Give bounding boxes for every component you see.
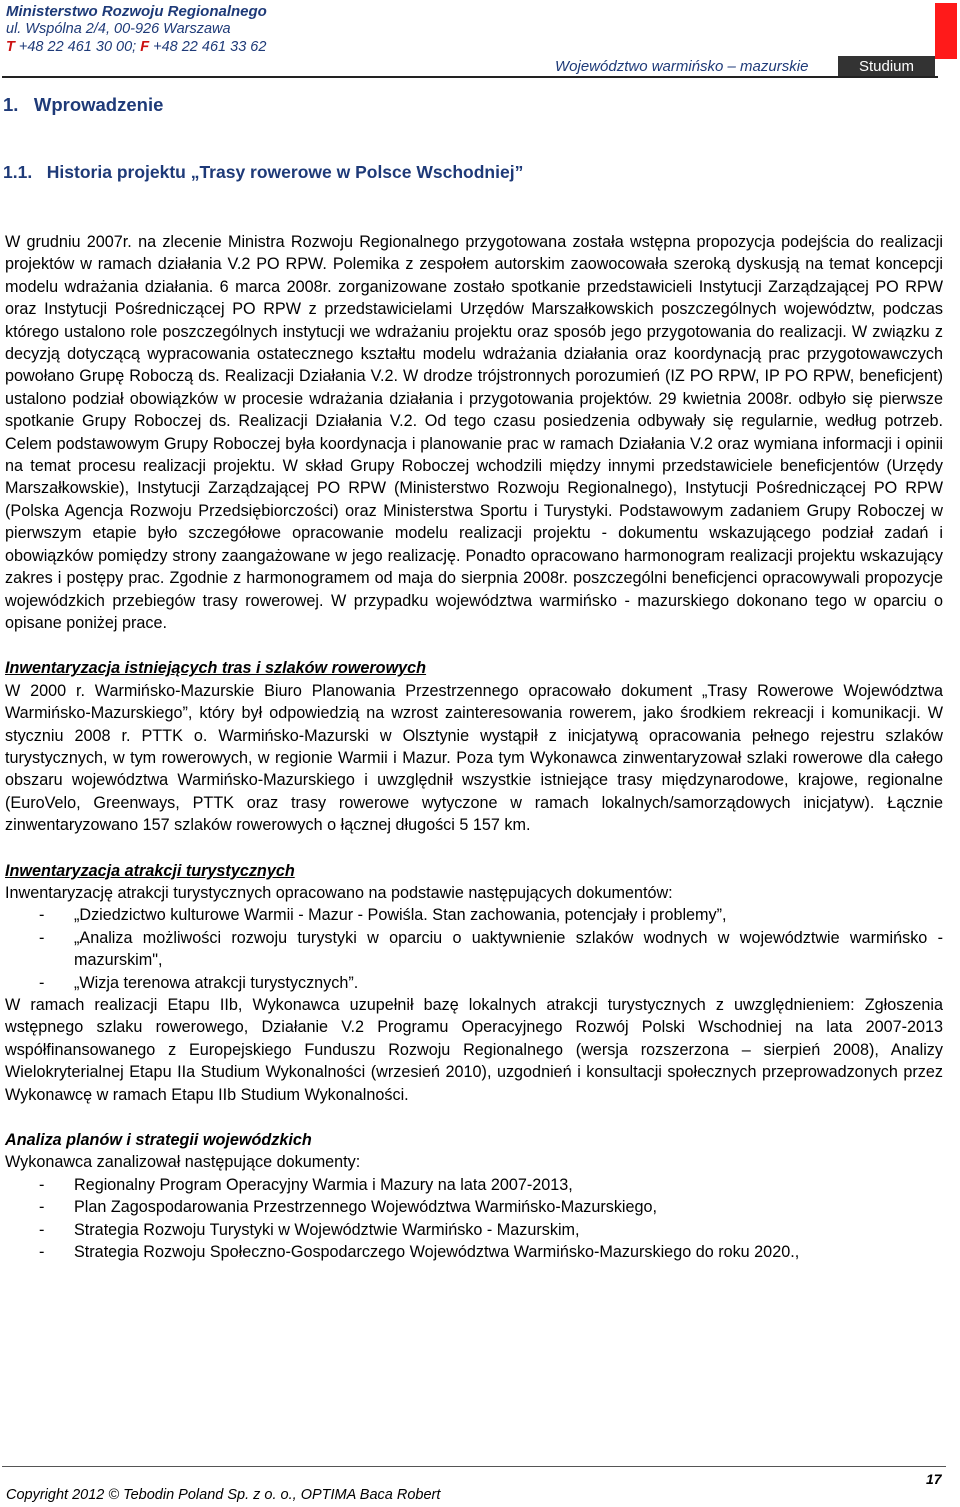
organization-phone [6, 39, 266, 55]
footer-divider [2, 1466, 946, 1467]
inventory-attractions-heading: Inwentaryzacja atrakcji turystycznych [5, 861, 295, 880]
section-heading [3, 94, 163, 116]
section-title: Wprowadzenie [33, 94, 164, 115]
subsection-title: Historia projektu „Trasy rowerowe w Polsce Wschodniej” [46, 162, 524, 182]
plans-document-list [5, 1174, 943, 1264]
list-item: - „Wizja terenowa atrakcji turystycznych”. [5, 972, 943, 994]
header-divider [2, 76, 938, 78]
attractions-source-list [5, 904, 943, 994]
inventory-attractions-paragraph: W ramach realizacji Etapu IIb, Wykonawca uzupełnił bazę lokalnych atrakcji turystycznych z uwzględnieniem: Zgłoszenia wstępnego szlaku rowerowego, Działanie V.2 Programu Operacyjnego Rozwój Polski Wschodniej na lata 2007-2013 współfinansowanego z Europejskiego Funduszu Rozwoju Regionalnego (wersja rozszerzona – sierpień 2008), Analizy Wielokryterialnej Etapu IIa Studium Wykonalności (wrzesień 2010), uzgodnień i konsultacji społecznych przeprowadzonych przez Wykonawcę w ramach Etapu IIb Studium Wykonalności. [5, 996, 943, 1104]
plans-heading: Analiza planów i strategii wojewódzkich [5, 1131, 312, 1150]
list-item: - Plan Zagospodarowania Przestrzennego Województwa Warmińsko-Mazurskiego, [5, 1196, 943, 1218]
body-text [5, 231, 943, 1263]
list-item: - „Analiza możliwości rozwoju turystyki w oparciu o uaktywnienie szlaków wodnych w województwie warmińsko - mazurskim", [5, 927, 943, 972]
phone-prefix: T [6, 39, 15, 55]
region-label: Województwo warmińsko – mazurskie [555, 58, 809, 75]
page-number: 17 [926, 1471, 942, 1487]
list-item: - „Dziedzictwo kulturowe Warmii - Mazur - Powiśla. Stan zachowania, potencjały i problemy”, [5, 904, 943, 926]
inventory-attractions-intro: Inwentaryzację atrakcji turystycznych opracowano na podstawie następujących dokumentów: [5, 883, 673, 902]
inventory-routes-paragraph: W 2000 r. Warmińsko-Mazurskie Biuro Planowania Przestrzennego opracowało dokument „Trasy Rowerowe Województwa Warmińsko-Mazurskiego”, który był odpowiedzią na wzrost zainteresowania rowerem, jako środkiem rekreacji i komunikacji. W styczniu 2008 r. PTTK o. Warmińsko-Mazurski w Olsztynie wystąpił z inicjatywą opracowania pełnego rejestru szlaków turystycznych, w tym rowerowych, w regionie Warmii i Mazur. Poza tym Wykonawca zinwentaryzował szlaki rowerowe dla całego obszaru województwa Warmińsko-Mazurskiego i uwzględnił wszystkie istniejące trasy międzynarodowe, krajowe, regionalne (EuroVelo, Greenways, PTTK oraz trasy rowerowe wytyczone w ramach lokalnych/samorządowych inicjatyw). Łącznie zinwentaryzowano 157 szlaków rowerowych o łącznej długości 5 157 km. [5, 681, 943, 835]
fax-prefix: F [140, 39, 150, 55]
phone-number: +48 22 461 30 00; [14, 39, 141, 55]
section-number: 1. [3, 94, 19, 115]
list-item: - Strategia Rozwoju Społeczno-Gospodarczego Województwa Warmińsko-Mazurskiego do roku 2020., [5, 1241, 943, 1263]
inventory-routes-heading: Inwentaryzacja istniejących tras i szlaków rowerowych [5, 659, 427, 678]
list-item: - Strategia Rozwoju Turystyki w Województwie Warmińsko - Mazurskim, [5, 1219, 943, 1241]
history-paragraph: W grudniu 2007r. na zlecenie Ministra Rozwoju Regionalnego przygotowana została wstępna propozycja podejścia do realizacji projektów w ramach działania V.2 PO RPW. Polemika z zespołem autorskim zaowocowała szeroką dyskusją na temat koncepcji modelu wdrażania działania. 6 marca 2008r. zorganizowane zostało spotkanie przedstawicieli Instytucji Zarządzającej PO RPW oraz Instytucji Pośredniczącej PO RPW z przedstawicielami Urzędów Marszałkowskich poszczególnych województw, podczas którego ustalono role poszczególnych instytucji we wdrażaniu projektu oraz sposób jego przygotowania do realizacji. W związku z decyzją dotyczącą wypracowania ostatecznego kształtu modelu wdrażania działania oraz koordynacją prac przygotowawczych powołano Grupę Roboczą ds. Realizacji Działania V.2. W drodze trójstronnych porozumień (IZ PO RPW, IP PO RPW, beneficjent) ustalono podział obowiązków w procesie wdrażania działania i przygotowania projektów. 29 kwietnia 2008r. odbyło się pierwsze spotkanie Grupy Roboczej ds. Realizacji Działania V.2. Od tego czasu posiedzenia odbywały się regularnie, według potrzeb. Celem podstawowym Grupy Roboczej była koordynacja i planowanie prac w ramach Działania V.2 oraz wymiana informacji i opinii na temat procesu realizacji projektu. W skład Grupy Roboczej wchodzili między innymi przedstawiciele beneficjentów (Urzędy Marszałkowskie), Instytucji Zarządzającej PO RPW (Ministerstwo Rozwoju Regionalnego), Instytucji Pośredniczącej PO RPW (Polska Agencja Rozwoju Przedsiębiorczości) oraz Ministerstwa Sportu i Turystyki. Podstawowym zadaniem Grupy Roboczej w pierwszym etapie było szczegółowe opracowanie modelu realizacji projektu - dokumentu wskazującego podział zadań i obowiązków pomiędzy strony zaangażowane w jego realizację. Ponadto opracowano harmonogram realizacji projektu wskazujący zakres i postępy prac. Zgodnie z harmonogramem od maja do sierpnia 2008r. poszczególni beneficjenci opracowywali propozycje wojewódzkich przebiegów trasy rowerowej. W przypadku województwa warmińsko - mazurskiego dokonano tego w oparciu o opisane poniżej prace. [5, 233, 943, 632]
fax-number: +48 22 461 33 62 [149, 39, 267, 55]
plans-intro: Wykonawca zanalizował następujące dokumenty: [5, 1153, 361, 1172]
subsection-heading [3, 162, 523, 183]
copyright-notice: Copyright 2012 © Tebodin Poland Sp. z o. o., OPTIMA Baca Robert [6, 1487, 441, 1503]
organization-address: ul. Wspólna 2/4, 00-926 Warszawa [6, 21, 231, 37]
brand-accent-bar [935, 3, 957, 59]
list-item: - Regionalny Program Operacyjny Warmia i Mazury na lata 2007-2013, [5, 1174, 943, 1196]
organization-name: Ministerstwo Rozwoju Regionalnego [6, 3, 267, 20]
document-type-tag: Studium [838, 56, 935, 77]
subsection-number: 1.1. [3, 162, 33, 182]
